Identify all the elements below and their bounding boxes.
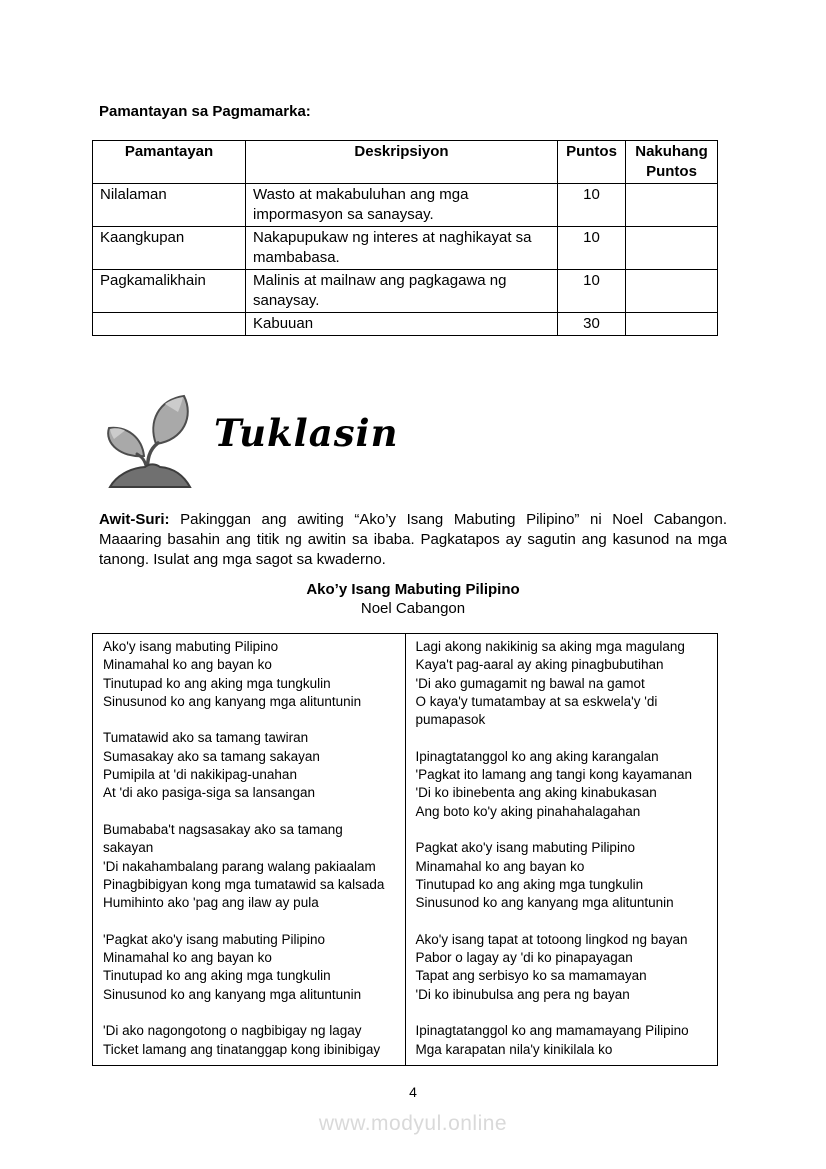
page-number: 4 <box>409 1083 417 1100</box>
song-title: Ako’y Isang Mabuting Pilipino <box>306 581 520 598</box>
lyrics-row <box>93 634 718 1066</box>
lyric-line: Kaya't pag-aaral ay aking pinagbubutihan <box>415 657 664 673</box>
tuklasin-title: Tuklasin <box>214 411 399 455</box>
lyric-line: 'Di ko ibinubulsa ang pera ng bayan <box>415 986 630 1002</box>
rubric-header-row <box>93 141 718 184</box>
lyric-line: Bumababa't nagsasakay ako sa tamang sakayan <box>103 821 343 856</box>
rubric-cell-puntos: 10 <box>558 227 626 270</box>
lyric-stanza <box>416 931 710 1004</box>
awit-suri-text: Pakinggan ang awiting “Ako’y Isang Mabuting Pilipino” ni Noel Cabangon. Maaaring basahin ang titik ng awitin sa ibaba. Pagkatapos ay sagutin ang kasunod na mga tanong. Isulat ang mga sagot sa kwaderno. <box>99 511 727 568</box>
tuklasin-section <box>100 394 826 490</box>
rubric-cell-nakuhang-puntos <box>626 184 718 227</box>
rubric-row <box>93 227 718 270</box>
lyric-line: Ako'y isang mabuting Pilipino <box>103 639 279 654</box>
lyric-line: Pumipila at 'di nakikipag-unahan <box>103 767 297 783</box>
rubric-cell-pamantayan: Nilalaman <box>93 184 246 227</box>
lyric-line: Sinusunod ko ang kanyang mga alituntunin <box>103 986 362 1002</box>
seedling-icon <box>100 394 200 490</box>
watermark: www.modyul.online <box>318 1112 508 1135</box>
lyric-line: Tapat ang serbisyo ko sa mamamayan <box>415 968 647 984</box>
lyric-line: Tinutupad ko ang aking mga tungkulin <box>103 675 331 691</box>
lyric-stanza <box>103 821 397 912</box>
lyric-stanza <box>103 638 397 711</box>
lyric-stanza <box>103 729 397 802</box>
lyric-line: Ipinagtatanggol ko ang aking karangalan <box>415 748 659 764</box>
lyric-line: Pagkat ako'y isang mabuting Pilipino <box>415 840 635 856</box>
lyric-line: Humihinto ako 'pag ang ilaw ay pula <box>103 895 319 911</box>
lyric-stanza <box>103 931 397 1004</box>
lyrics-left-column <box>93 634 406 1066</box>
rubric-col-puntos: Puntos <box>558 141 626 184</box>
lyric-line: Tinutupad ko ang aking mga tungkulin <box>415 876 644 892</box>
lyric-stanza <box>416 1022 710 1059</box>
rubric-cell-pamantayan <box>93 313 246 336</box>
lyric-line: Mga karapatan nila'y kinikilala ko <box>415 1041 613 1057</box>
lyric-line: Sinusunod ko ang kanyang mga alituntunin <box>415 895 674 911</box>
rubric-cell-puntos: 10 <box>558 184 626 227</box>
lyrics-right-column <box>405 634 718 1066</box>
rubric-cell-puntos: 10 <box>558 270 626 313</box>
rubric-cell-nakuhang-puntos <box>626 313 718 336</box>
lyric-line: 'Di ako nagongotong o nagbibigay ng lagay <box>103 1023 362 1039</box>
lyric-line: 'Di ako gumagamit ng bawal na gamot <box>415 675 645 691</box>
lyric-line: 'Pagkat ito lamang ang tangi kong kayamanan <box>415 767 693 783</box>
lyric-line: Pabor o lagay ay 'di ko pinapayagan <box>415 950 633 966</box>
rubric-row <box>93 184 718 227</box>
lyric-line: Ipinagtatanggol ko ang mamamayang Pilipino <box>415 1023 689 1039</box>
lyric-line: Tumatawid ako sa tamang tawiran <box>103 730 309 746</box>
lyric-line: Lagi akong nakikinig sa aking mga magulang <box>415 639 685 654</box>
rubric-cell-nakuhang-puntos <box>626 227 718 270</box>
rubric-cell-deskripsiyon: Wasto at makabuluhan ang mga impormasyon sa sanaysay. <box>246 184 558 227</box>
awit-suri-instructions <box>99 510 727 570</box>
lyric-line: Minamahal ko ang bayan ko <box>103 950 272 966</box>
lyric-line: Minamahal ko ang bayan ko <box>103 657 272 673</box>
lyric-stanza <box>416 748 710 821</box>
song-header <box>0 580 826 618</box>
lyric-line: 'Di ko ibinebenta ang aking kinabukasan <box>415 785 657 801</box>
lyric-line: At 'di ako pasiga-siga sa lansangan <box>103 785 315 801</box>
rubric-row <box>93 270 718 313</box>
lyric-line: Pinagbibigyan kong mga tumatawid sa kalsada <box>103 876 385 892</box>
rubric-col-nakuhang-puntos: Nakuhang Puntos <box>626 141 718 184</box>
lyric-line: Ang boto ko'y aking pinahahalagahan <box>415 803 641 819</box>
lyric-line: Minamahal ko ang bayan ko <box>415 858 585 874</box>
rubric-table <box>92 140 718 336</box>
lyrics-table <box>92 633 718 1066</box>
rubric-row <box>93 313 718 336</box>
rubric-col-deskripsiyon: Deskripsiyon <box>246 141 558 184</box>
rubric-cell-deskripsiyon: Malinis at mailnaw ang pagkagawa ng sanaysay. <box>246 270 558 313</box>
song-artist: Noel Cabangon <box>360 600 466 617</box>
rubric-cell-pamantayan: Kaangkupan <box>93 227 246 270</box>
rubric-cell-pamantayan: Pagkamalikhain <box>93 270 246 313</box>
lyric-stanza <box>416 638 710 729</box>
lyric-line: Ako'y isang tapat at totoong lingkod ng bayan <box>415 931 688 947</box>
lyric-line: O kaya'y tumatambay at sa eskwela'y 'di pumapasok <box>415 693 658 728</box>
lyric-line: Tinutupad ko ang aking mga tungkulin <box>103 968 331 984</box>
rubric-cell-puntos: 30 <box>558 313 626 336</box>
lyric-stanza <box>416 839 710 912</box>
rubric-cell-nakuhang-puntos <box>626 270 718 313</box>
lyric-line: Ticket lamang ang tinatanggap kong ibinibigay <box>103 1041 381 1057</box>
rubric-table-body <box>93 184 718 336</box>
rubric-cell-deskripsiyon: Kabuuan <box>246 313 558 336</box>
rubric-heading: Pamantayan sa Pagmamarka: <box>99 103 311 120</box>
lyric-stanza <box>103 1022 397 1059</box>
lyric-line: Sumasakay ako sa tamang sakayan <box>103 748 320 764</box>
rubric-cell-deskripsiyon: Nakapupukaw ng interes at naghikayat sa mambabasa. <box>246 227 558 270</box>
awit-suri-label: Awit-Suri: <box>99 511 170 528</box>
lyric-line: Sinusunod ko ang kanyang mga alituntunin <box>103 693 362 709</box>
lyric-line: 'Pagkat ako'y isang mabuting Pilipino <box>103 931 326 947</box>
rubric-col-pamantayan: Pamantayan <box>93 141 246 184</box>
lyric-line: 'Di nakahambalang parang walang pakiaalam <box>103 858 376 874</box>
